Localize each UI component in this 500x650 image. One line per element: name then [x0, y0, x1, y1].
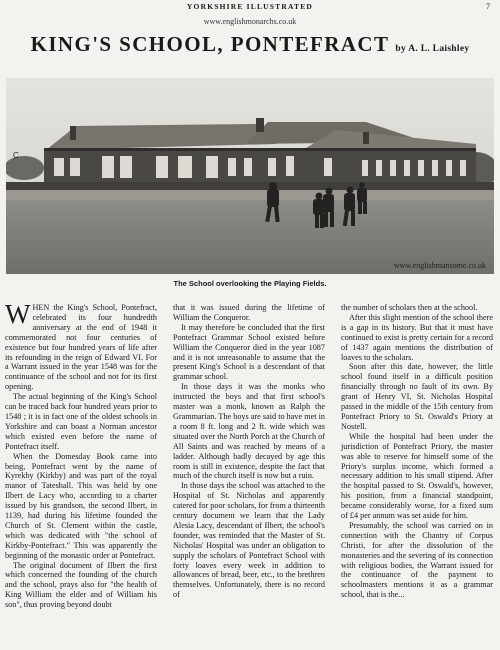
page-number: 7 [486, 2, 490, 11]
column-2 [173, 303, 325, 600]
header-watermark: www.englishmonarchs.co.uk [203, 17, 297, 26]
paragraph: While the hospital had been under the jurisdiction of Pontefract Priory, the master was able to reserve for himself some of the Priory's surplus income, which formed a necessary addition to his small stipend. After the hospital passed to St. Oswald's, however, his position, from a financial standpoint, became considerably worse, for a fixed sum of £4 per annum was set aside for him. [341, 431, 493, 521]
masthead [0, 2, 500, 14]
paragraph: In those days it was the monks who instructed the boys and that first school's master was a monk, known as Ralph the Grammarian. The boys are said to have met in a room 8 ft. long and 2 ft. wide which was situated over the North Porch at the Church of All Saints and was reached by means of a ladder. Although badly decayed by age this room is still in existence, despite the fact that much of the church itself is now but a ruin. [173, 382, 325, 481]
article-body [5, 303, 495, 650]
paragraph-text: HEN the King's School, Pontefract, celebrated its four hundredth anniversary at the end of 1948 it commemorated not four centuries of existence but four hundred years of life after its refounding in the reign of Edward VI. For a Warrant issued in the year 1548 was for the continuance of the school and not for its first opening. [5, 303, 157, 392]
school-building-illustration [6, 78, 494, 274]
publication-name: YORKSHIRE ILLUSTRATED [186, 2, 314, 11]
paragraph: the number of scholars then at the school. [341, 303, 478, 312]
drop-cap: W [5, 303, 31, 329]
paragraph: After this slight mention of the school there is a gap in its history. But that it must have continued to exist is pretty certain for a record of 1437 again mentions the distribution of loaves to the scholars. [341, 312, 493, 362]
paragraph: Soon after this date, however, the little school found itself in a difficult position financially through no fault of its own. By grant of Henry VI, St. Nicholas Hospital passed in the middle of the 15th century from Pontefract Priory to St. Oswald's Priory at Nostell. [341, 362, 493, 431]
column-1 [5, 303, 157, 610]
svg-text:C: C [13, 151, 19, 160]
paragraph: When the Domesday Book came into being, Pontefract went by the name of Kyrekby (Kirkby) and was part of the royal manor of Tateshall. This was held by one Ilbert de Lacy who, according to a charter issued by his grandson, the second Ilbert, in 1139, had during his lifetime founded the Church of St. Clement within the castle, which was dedicated with "the school of Kirkby-Pontefract." This was apparently the beginning of the monastic order at Pontefract. [5, 451, 157, 560]
column-3 [341, 303, 493, 600]
photo-caption: The School overlooking the Playing Fields. [173, 279, 327, 288]
paragraph: It may therefore be concluded that the first Pontefract Grammar School existed before William the Conqueror died in the year 1087 and it is not unreasonable to assume that the present King's School is a descendant of that grammar school. [173, 322, 325, 382]
paragraph [5, 303, 157, 392]
paragraph: The original document of Ilbert the first which concerned the founding of the church and the school, prays also for "the health of King William the elder and of William his son", thus proving beyond doubt [5, 560, 157, 610]
paragraph: The actual beginning of the King's School can be traced back four hundred years prior to 1548 ; it is in fact one of the oldest schools in Yorkshire and can boast a Norman ancestor which existed even before the name of Pontefract itself. [5, 392, 157, 451]
paragraph: Presumably, the school was carried on in connection with the Chantry of Corpus Christi, for after the dissolution of the monasteries and the severing of its connection with religious bodies, the Warrant issued for the continuance of the payment to schoolmasters mentions it as a grammar school, that is the... [341, 520, 493, 600]
paragraph: In those days the school was attached to the Hospital of St. Nicholas and apparently catered for poor scholars, for from a thirteenth century document we learn that the Lady Alesia Lacy, descendant of Ilbert, the school's founder, was reminded that the Master of St. Nicholas' Hospital was under an obligation to supply the scholars of Pontefract School with forty loaves every week in addition to allowances of bread, beer, etc., to the brethren themselves. Unfortunately, there is no record of [173, 481, 325, 600]
paragraph: that it was issued during the lifetime of William the Conqueror. [173, 303, 325, 322]
photo-watermark: www.englishmansome.co.uk [393, 261, 486, 270]
school-photo [6, 78, 494, 274]
article-byline: by A. L. Laishley [395, 44, 470, 54]
article-title-block [0, 32, 500, 57]
article-title: KING'S SCHOOL, PONTEFRACT [30, 32, 390, 56]
